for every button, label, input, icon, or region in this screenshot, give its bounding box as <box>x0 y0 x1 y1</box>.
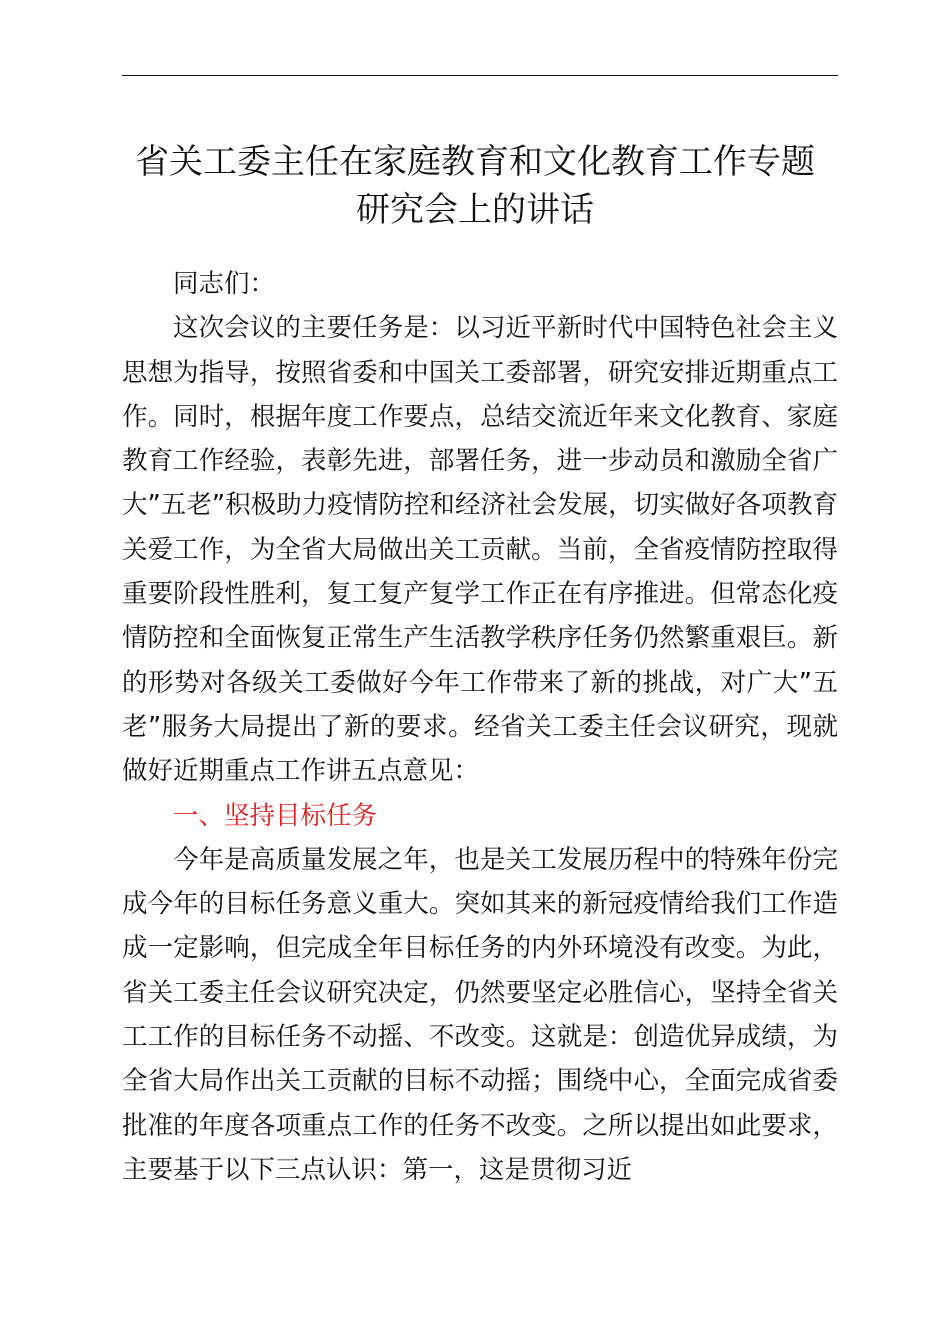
section-heading-1: 一、坚持目标任务 <box>173 800 378 831</box>
salutation: 同志们： <box>173 269 276 299</box>
document-title <box>100 138 850 234</box>
paragraph-section-1: 今年是高质量发展之年，也是关工发展历程中的特殊年份完成今年的目标任务意义重大。突如其来的新冠疫情给我们工作造成一定影响，但完成全年目标任务的内外环境没有改变。为此，省关工委主任会议研究决定，仍然要坚定必胜信心，坚持全省关工工作的目标任务不动摇、不改变。这就是：创造优异成绩，为全省大局作出关工贡献的目标不动摇；围绕中心，全面完成省委批准的年度各项重点工作的任务不改变。之所以提出如此要求，主要基于以下三点认识：第一，这是贯彻习近 <box>122 844 838 1185</box>
title-line-2: 研究会上的讲话 <box>356 190 594 230</box>
document-body <box>122 262 838 1192</box>
title-line-1: 省关工委主任在家庭教育和文化教育工作专题 <box>135 142 815 182</box>
header-rule <box>122 75 838 76</box>
paragraph-intro: 这次会议的主要任务是：以习近平新时代中国特色社会主义思想为指导，按照省委和中国关工委部署，研究安排近期重点工作。同时，根据年度工作要点，总结交流近年来文化教育、家庭教育工作经验，表彰先进，部署任务，进一步动员和激励全省广大”五老”积极助力疫情防控和经济社会发展，切实做好各项教育关爱工作，为全省大局做出关工贡献。当前，全省疫情防控取得重要阶段性胜利，复工复产复学工作正在有序推进。但常态化疫情防控和全面恢复正常生产生活教学秩序任务仍然繁重艰巨。新的形势对各级关工委做好今年工作带来了新的挑战，对广大”五老”服务大局提出了新的要求。经省关工委主任会议研究，现就做好近期重点工作讲五点意见： <box>122 313 838 787</box>
